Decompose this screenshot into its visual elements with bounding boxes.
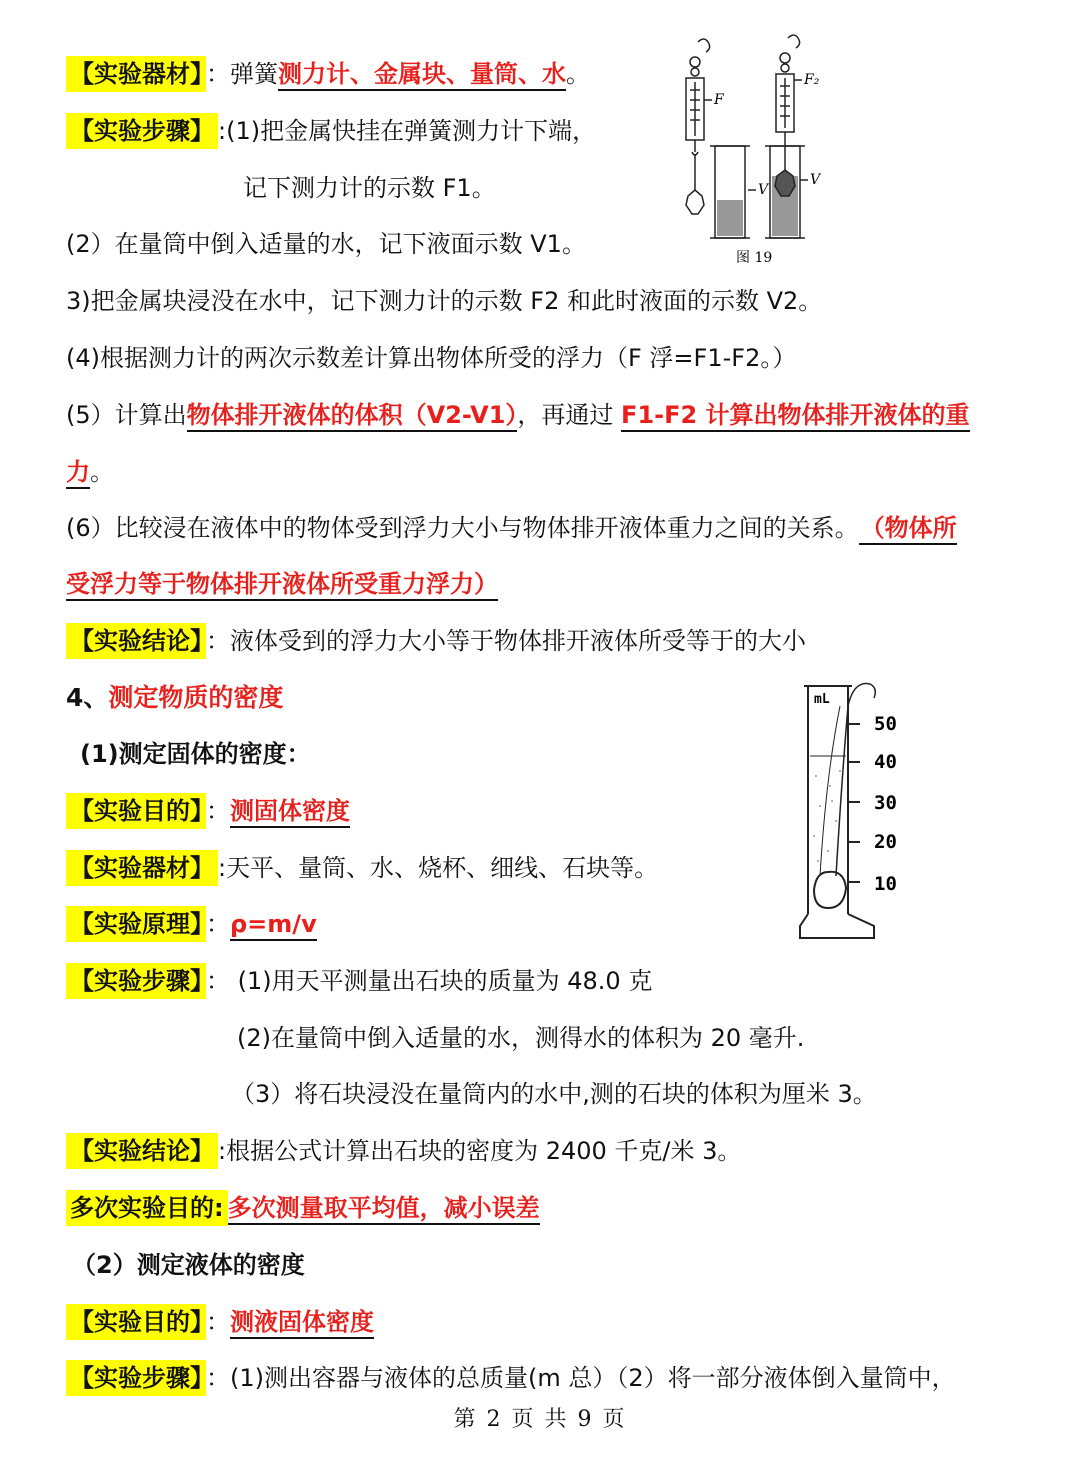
- conclusion-1: 【实验结论】 ：液体受到的浮力大小等于物体排开液体所受等于的大小: [66, 623, 806, 659]
- step-3: 3)把金属块浸没在水中，记下测力计的示数 F2 和此时液面的示数 V2。: [66, 287, 823, 315]
- section-heading: 4、测定物质的密度: [66, 683, 284, 712]
- label-v: V: [758, 182, 769, 198]
- purpose-1: 【实验目的】 ：测固体密度: [66, 793, 350, 829]
- section-tag: 【实验目的】: [66, 1304, 206, 1340]
- tick-label: 20: [874, 831, 897, 853]
- section-tag: 【实验结论】: [66, 1133, 218, 1169]
- answer-text: 多次测量取平均值，减小误差: [228, 1194, 540, 1225]
- tick-label: 10: [874, 873, 897, 895]
- tick-label: 30: [874, 792, 897, 814]
- page-footer: 第 2 页 共 9 页: [453, 1407, 627, 1432]
- section-tag: 【实验器材】: [66, 850, 218, 886]
- answer-text: ρ=m/v: [230, 910, 317, 941]
- unit-label: mL: [814, 692, 830, 707]
- multi-purpose: [66, 1190, 540, 1226]
- conclusion-2: 【实验结论】 :根据公式计算出石块的密度为 2400 千克/米 3。: [66, 1133, 741, 1169]
- materials-line-1: 【实验器材】 ：弹簧测力计、金属块、量筒、水。: [66, 56, 590, 92]
- answer-text: 测固体密度: [230, 797, 350, 828]
- answer-text: 测力计、金属块、量筒、水: [278, 60, 566, 91]
- figure-caption: 图 19: [736, 250, 773, 266]
- step-6-cont: [66, 566, 498, 602]
- section-tag: 【实验结论】: [66, 623, 206, 659]
- section-tag: 【实验步骤】: [66, 113, 218, 149]
- answer-text: 力: [66, 458, 90, 489]
- figure-19-diagram: [660, 30, 840, 270]
- section-tag: 【实验目的】: [66, 793, 206, 829]
- steps-3: 【实验步骤】 ：(1)测出容器与液体的总质量(m 总）（2）将一部分液体倒入量筒中，: [66, 1360, 956, 1396]
- steps-line-1b: 记下测力计的示数 F1。: [243, 174, 496, 202]
- tick-label: 50: [874, 713, 897, 735]
- graduated-cylinder-diagram: [790, 676, 920, 944]
- step-5-cont: 力。: [66, 454, 114, 490]
- answer-text: 物体排开液体的体积（V2-V1）: [187, 401, 518, 432]
- answer-text: F1-F2 计算出物体排开液体的重: [621, 401, 970, 432]
- step-6: (6）比较浸在液体中的物体受到浮力大小与物体排开液体重力之间的关系。 （物体所: [66, 510, 957, 546]
- answer-text: 受浮力等于物体排开液体所受重力浮力）: [66, 570, 498, 601]
- section-tag: 【实验步骤】: [66, 1360, 206, 1396]
- answer-text: （物体所: [859, 514, 957, 545]
- purpose-2: 【实验目的】 ：测液固体密度: [66, 1304, 374, 1340]
- label-f2: F₂: [804, 72, 820, 88]
- step-2: (2）在量筒中倒入适量的水，记下液面示数 V1。: [66, 230, 586, 258]
- steps-2: 【实验步骤】 ： (1)用天平测量出石块的质量为 48.0 克: [66, 963, 652, 999]
- section-tag: 【实验原理】: [66, 906, 206, 942]
- step-4: (4)根据测力计的两次示数差计算出物体所受的浮力（F 浮=F1-F2。）: [66, 344, 797, 372]
- steps-line-1: 【实验步骤】 :(1)把金属快挂在弹簧测力计下端，: [66, 113, 596, 149]
- label-f: F: [714, 92, 724, 108]
- step-5: (5）计算出物体排开液体的体积（V2-V1），再通过 F1-F2 计算出物体排开液体的重: [66, 397, 970, 433]
- principle: 【实验原理】 ：ρ=m/v: [66, 906, 317, 942]
- steps-2-line-3: （3）将石块浸没在量筒内的水中,测的石块的体积为厘米 3。: [231, 1080, 877, 1108]
- section-tag: 【实验步骤】: [66, 963, 206, 999]
- section-tag: 【实验器材】: [66, 56, 206, 92]
- subheading-solid: (1)测定固体的密度：: [80, 740, 311, 768]
- materials-2: 【实验器材】 :天平、量筒、水、烧杯、细线、石块等。: [66, 850, 658, 886]
- section-tag: 多次实验目的:: [66, 1190, 228, 1226]
- steps-2-line-2: (2)在量筒中倒入适量的水，测得水的体积为 20 毫升.: [237, 1024, 805, 1052]
- label-v-right: V: [810, 172, 821, 188]
- tick-label: 40: [874, 751, 897, 773]
- answer-text: 测液固体密度: [230, 1308, 374, 1339]
- subheading-liquid: （2）测定液体的密度: [72, 1251, 305, 1279]
